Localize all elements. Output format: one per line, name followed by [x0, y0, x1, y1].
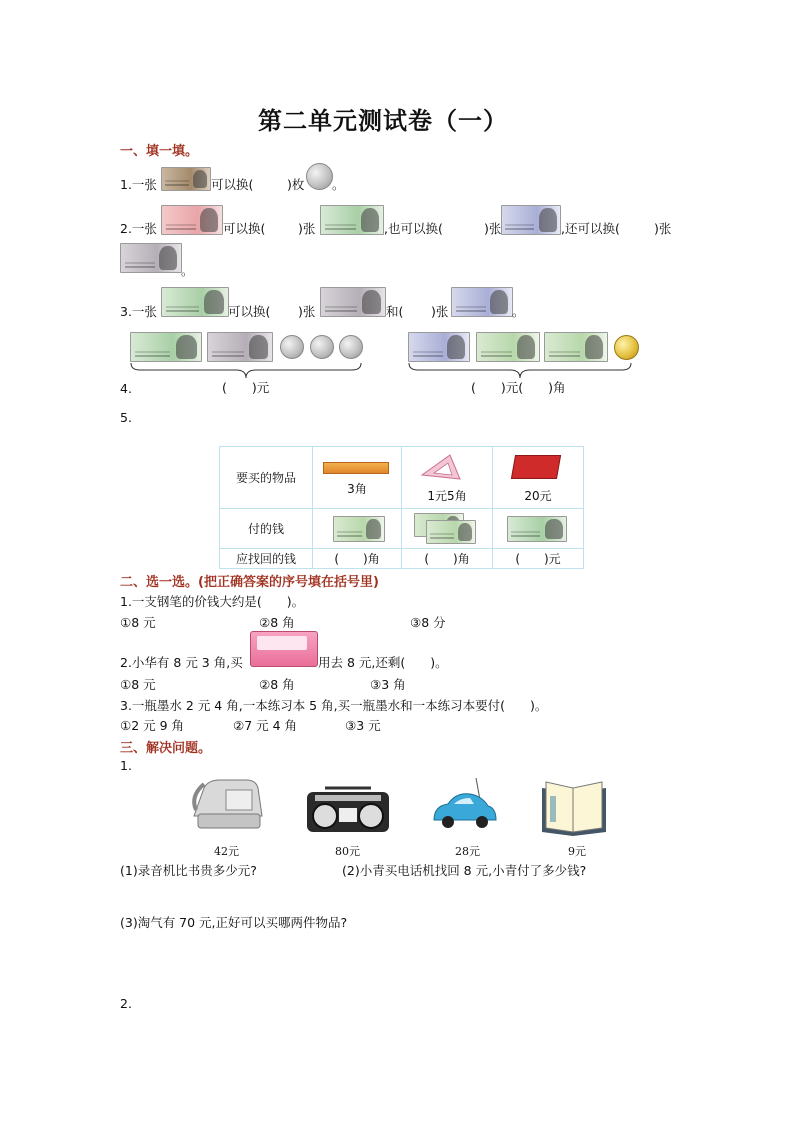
fifty-yuan-note-icon [320, 205, 384, 235]
s2-q1-text: 1.一支钢笔的价钱大约是( )。 [120, 594, 305, 609]
q2-t6: )张 [654, 221, 672, 236]
q2-t5: ,还可以换( [561, 221, 620, 236]
option-marker: ② [259, 677, 271, 692]
q3-t2: )张 [298, 304, 316, 319]
q1-mid: 可以换( [211, 177, 254, 192]
s2-q2-prefix: 2.小华有 8 元 3 角,买 [120, 655, 243, 670]
one-jiao-note-icon [161, 167, 211, 191]
option-marker: ③ [410, 615, 422, 630]
toy-car-icon [430, 776, 498, 834]
coin-icon [310, 335, 334, 359]
book-price: 9元 [568, 845, 586, 858]
q3-t3: 和( [386, 304, 404, 319]
s2-q3-option-b [233, 716, 297, 734]
twenty-yuan-note-icon [320, 287, 386, 317]
q2-prefix: 2.一张 [120, 221, 157, 236]
q1-suffix: 。 [332, 177, 345, 192]
option-marker: ① [120, 718, 132, 733]
option-text: 8 元 [131, 615, 156, 630]
s3-q1-num: 1. [120, 758, 132, 773]
s2-q3-text: 3.一瓶墨水 2 元 4 角,一本练习本 5 角,买一瓶墨水和一本练习本要付( )。 [120, 698, 548, 713]
telephone-icon [186, 776, 264, 832]
change-blank: ( )元 [493, 549, 584, 569]
section2-heading: 二、选一选。(把正确答案的序号填在括号里) [120, 575, 379, 590]
option-marker: ② [259, 615, 271, 630]
option-text: 8 元 [131, 677, 156, 692]
s2-q1-option-a [120, 613, 156, 631]
s2-q3-option-a [120, 716, 184, 734]
s2-q3-option-c [345, 716, 381, 734]
item-price: 3角 [347, 482, 367, 496]
book-icon [540, 778, 608, 836]
twenty-yuan-note-icon [120, 243, 182, 273]
row-label-items: 要买的物品 [220, 447, 313, 509]
item-book-cell [493, 447, 584, 509]
ruler-icon [323, 462, 389, 474]
set-square-icon [420, 453, 464, 481]
q2-t3: ,也可以换( [384, 221, 443, 236]
paid-cell [402, 509, 493, 549]
option-text: 3 角 [381, 677, 406, 692]
twenty-yuan-note-icon [207, 332, 273, 362]
q3-t4: )张 [431, 304, 449, 319]
item-price: 20元 [524, 489, 552, 503]
q1-prefix: 1.一张 [120, 177, 157, 192]
option-text: 7 元 4 角 [244, 718, 298, 733]
option-marker: ② [233, 718, 245, 733]
q2-t4: )张 [484, 221, 502, 236]
paid-cell [493, 509, 584, 549]
change-blank: ( )角 [402, 549, 493, 569]
option-marker: ① [120, 677, 132, 692]
s3-q2-num: 2. [120, 996, 132, 1011]
pencil-case-icon [250, 631, 318, 667]
one-yuan-note-icon [333, 516, 385, 542]
q5-num: 5. [120, 410, 132, 425]
q4-right-blank: ( )元( )角 [471, 380, 566, 395]
s2-q2-option-a [120, 675, 156, 693]
one-yuan-note-icon [476, 332, 540, 362]
q4-left-blank: ( )元 [222, 380, 270, 395]
car-price: 28元 [455, 845, 480, 858]
option-text: 2 元 9 角 [131, 718, 185, 733]
coin-icon [339, 335, 363, 359]
option-text: 8 分 [421, 615, 446, 630]
section3-heading: 三、解决问题。 [120, 741, 212, 756]
coin-icon [306, 163, 333, 190]
s2-q2-suffix: 用去 8 元,还剩( )。 [318, 655, 448, 670]
fifty-yuan-note-icon [161, 287, 229, 317]
item-ruler-cell [313, 447, 402, 509]
option-text: 8 角 [270, 677, 295, 692]
item-triangle-cell [402, 447, 493, 509]
q2-t2: )张 [298, 221, 316, 236]
s3-q1-sub3: (3)淘气有 70 元,正好可以买哪两件物品? [120, 915, 348, 930]
option-text: 8 角 [270, 615, 295, 630]
telephone-price: 42元 [214, 845, 239, 858]
row-label-paid: 付的钱 [220, 509, 313, 549]
s2-q1-option-c [410, 613, 446, 631]
one-yuan-note-icon [544, 332, 608, 362]
one-yuan-note-icon [426, 520, 476, 544]
ten-yuan-note-icon [451, 287, 513, 317]
s2-q2-option-c [370, 675, 406, 693]
q4-num: 4. [120, 381, 132, 396]
cassette-player-icon [305, 780, 391, 834]
section1-heading: 一、填一填。 [120, 144, 199, 159]
item-price: 1元5角 [427, 489, 467, 503]
coin-icon [280, 335, 304, 359]
change-blank: ( )角 [313, 549, 402, 569]
q3-prefix: 3.一张 [120, 304, 157, 319]
q1-end: )枚 [287, 177, 305, 192]
fifty-yuan-note-icon [130, 332, 202, 362]
s3-q1-sub2: (2)小青买电话机找回 8 元,小青付了多少钱? [342, 863, 587, 878]
option-marker: ③ [370, 677, 382, 692]
s2-q2-option-b [259, 675, 295, 693]
cassette-price: 80元 [335, 845, 360, 858]
option-marker: ③ [345, 718, 357, 733]
row-label-change: 应找回的钱 [220, 549, 313, 569]
option-marker: ① [120, 615, 132, 630]
gift-box-icon [511, 455, 561, 479]
s2-q1-option-b [259, 613, 295, 631]
ten-yuan-note-icon [408, 332, 470, 362]
option-text: 3 元 [356, 718, 381, 733]
q2-t1: 可以换( [223, 221, 266, 236]
q3-t5: 。 [512, 304, 525, 319]
shopping-table [219, 446, 584, 569]
s3-q1-sub1: (1)录音机比书贵多少元? [120, 863, 257, 878]
gold-coin-icon [614, 335, 639, 360]
paid-cell [313, 509, 402, 549]
page-title: 第二单元测试卷（一） [258, 106, 508, 135]
q3-t1: 可以换( [228, 304, 271, 319]
fifty-yuan-note-icon [507, 516, 567, 542]
q2-t7: 。 [181, 263, 194, 278]
hundred-yuan-note-icon [161, 205, 223, 235]
ten-yuan-note-icon [501, 205, 561, 235]
